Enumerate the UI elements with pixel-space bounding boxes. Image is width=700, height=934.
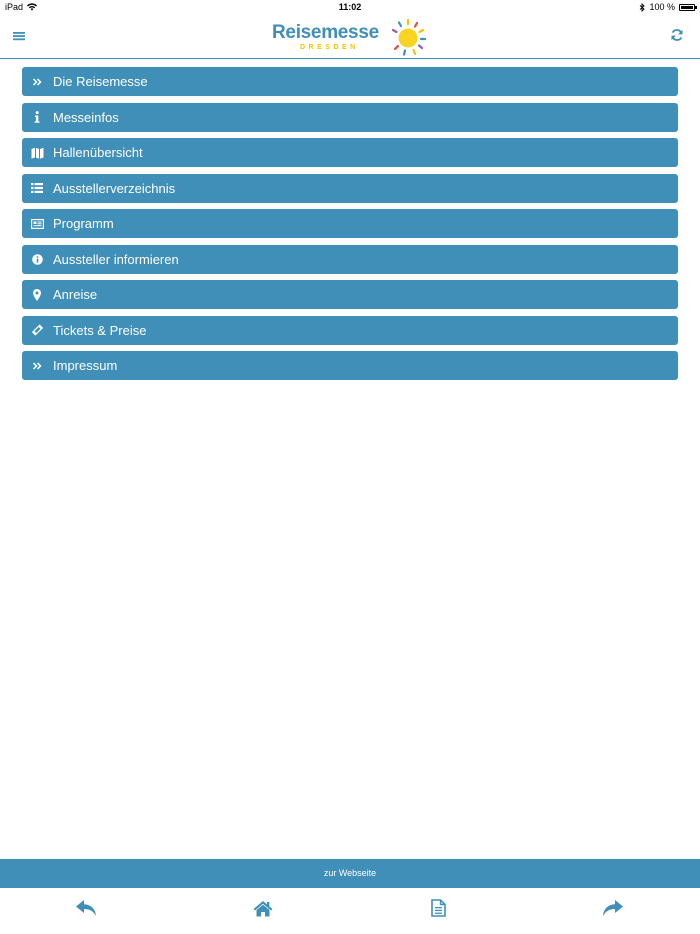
sun-icon [389,17,429,57]
menu-item-label: Anreise [53,287,98,302]
hamburger-menu-button[interactable] [13,29,25,41]
status-time: 11:02 [338,2,362,12]
logo[interactable] [272,16,432,56]
hamburger-icon [13,30,25,42]
battery-percent: 100 % [649,2,675,12]
double-chevron-icon [22,77,52,87]
bluetooth-icon [639,3,645,12]
status-right [639,0,695,14]
forward-button[interactable] [601,897,625,919]
info-circle-icon [22,254,52,265]
back-button[interactable] [74,897,98,919]
logo-text: Reisemesse [272,22,379,43]
menu-item-label: Impressum [53,358,118,373]
menu-item-label: Ausstellerverzeichnis [53,180,176,196]
logo-subtext: DRESDEN [300,44,359,51]
battery-icon [679,4,695,11]
double-chevron-icon [22,361,52,371]
document-icon [431,899,446,917]
back-icon [75,899,97,917]
menu-item-ausstellerverzeichnis[interactable] [22,174,678,203]
menu-item-hallenuebersicht[interactable] [22,138,678,167]
menu-item-label: Messeinfos [53,109,119,125]
menu-item-label: Aussteller informieren [53,251,179,267]
menu-item-label: Die Reisemesse [53,74,148,89]
bottom-toolbar [0,888,700,934]
device-name: iPad [5,2,24,12]
list-icon [22,183,52,193]
main-menu [22,67,678,387]
refresh-icon [670,28,684,42]
menu-item-label: Programm [53,216,114,231]
menu-item-anreise[interactable] [22,280,678,309]
menu-item-label: Tickets & Preise [53,322,147,338]
newspaper-icon [22,219,52,229]
map-icon [22,147,52,159]
menu-item-label: Hallenübersicht [53,145,143,160]
menu-item-impressum[interactable] [22,351,678,380]
status-bar [0,0,700,14]
forward-icon [602,899,624,917]
website-link-button[interactable]: zur Webseite [0,859,700,888]
app-header [0,14,700,59]
home-icon [253,900,273,917]
ticket-icon [22,324,52,336]
home-button[interactable] [251,897,275,919]
menu-item-messeinfos[interactable] [22,103,678,132]
document-button[interactable] [426,897,450,919]
menu-item-aussteller-informieren[interactable] [22,245,678,274]
menu-item-tickets-preise[interactable] [22,316,678,345]
refresh-button[interactable] [670,28,684,42]
info-icon [22,111,52,123]
menu-item-die-reisemesse[interactable] [22,67,678,96]
map-marker-icon [22,289,52,301]
menu-item-programm[interactable] [22,209,678,238]
